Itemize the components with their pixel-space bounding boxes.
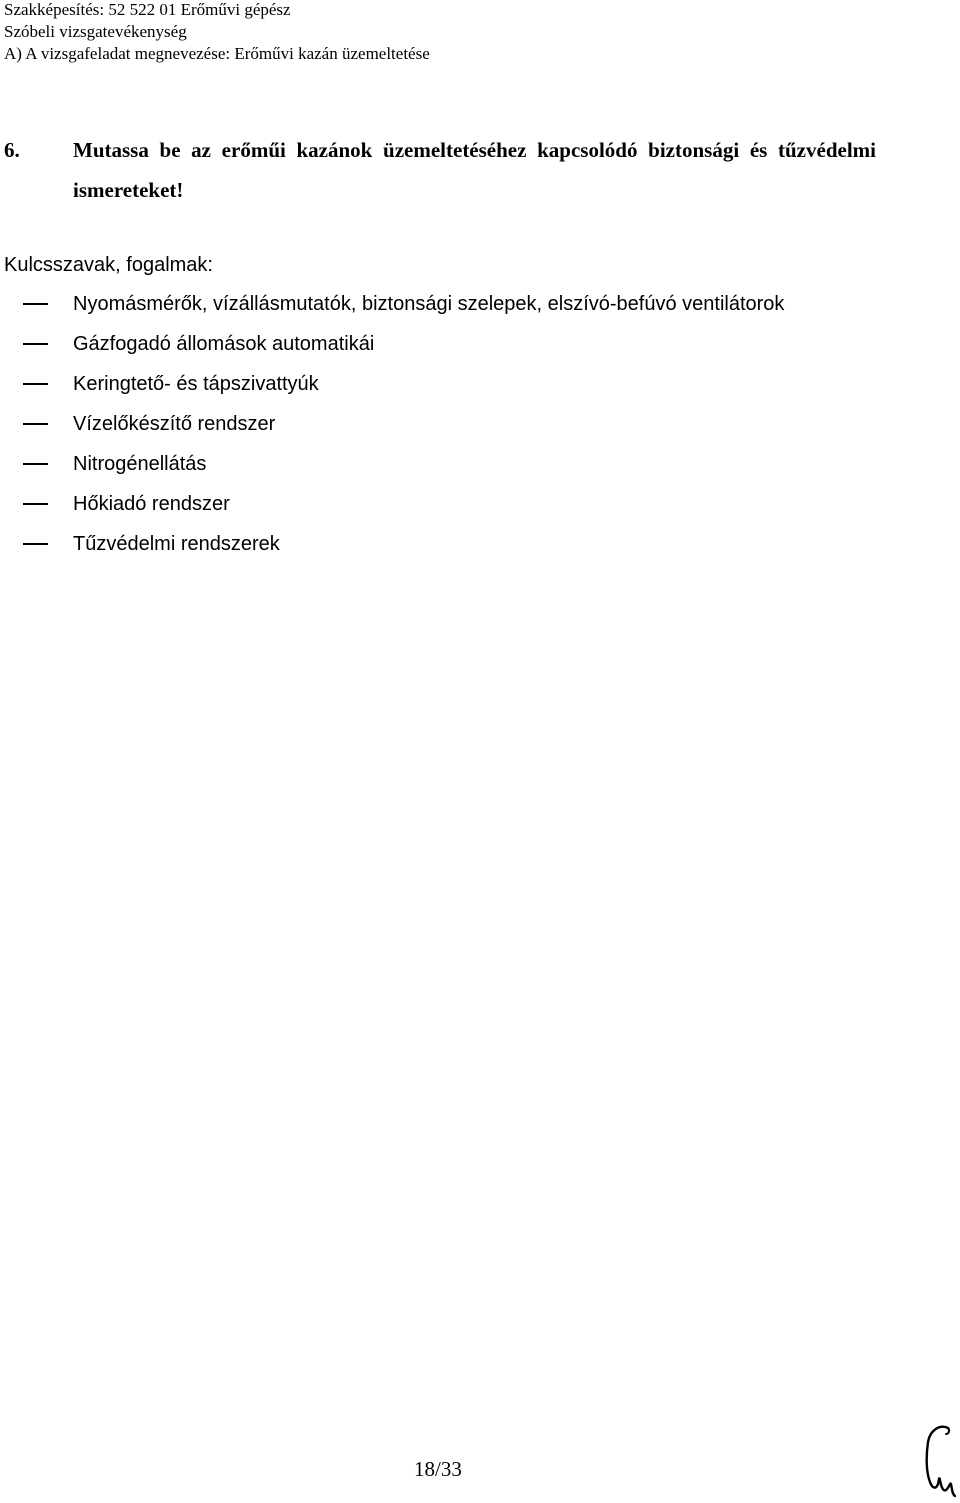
dash-bullet-icon: [23, 543, 48, 545]
dash-bullet-icon: [23, 383, 48, 385]
keyword-text: Nitrogénellátás: [73, 453, 207, 475]
keyword-text: Keringtető- és tápszivattyúk: [73, 373, 319, 395]
header-exam-type: Szóbeli vizsgatevékenység: [4, 22, 187, 41]
page-number: 18/33: [414, 1457, 462, 1481]
header-task-name: A) A vizsgafeladat megnevezése: Erőművi kazán üzemeltetése: [4, 44, 430, 63]
keyword-text: Hőkiadó rendszer: [73, 493, 230, 515]
dash-bullet-icon: [23, 423, 48, 425]
dash-bullet-icon: [23, 503, 48, 505]
dash-bullet-icon: [23, 303, 48, 305]
task-heading: [4, 130, 876, 210]
dash-bullet-icon: [23, 343, 48, 345]
task-text: Mutassa be az erőműi kazánok üzemeltetéséhez kapcsolódó biztonsági és tűzvédelmi ismereteket!: [73, 138, 876, 202]
handwritten-signature-icon: [918, 1422, 956, 1500]
keywords-title: Kulcsszavak, fogalmak:: [4, 254, 213, 276]
keyword-text: Vízelőkészítő rendszer: [73, 413, 276, 435]
task-number: 6.: [4, 138, 20, 162]
header-qualification: Szakképesítés: 52 522 01 Erőművi gépész: [4, 0, 291, 19]
keyword-text: Nyomásmérők, vízállásmutatók, biztonsági szelepek, elszívó-befúvó ventilátorok: [73, 293, 785, 315]
keyword-text: Gázfogadó állomások automatikái: [73, 333, 375, 355]
dash-bullet-icon: [23, 463, 48, 465]
keyword-text: Tűzvédelmi rendszerek: [73, 533, 280, 555]
